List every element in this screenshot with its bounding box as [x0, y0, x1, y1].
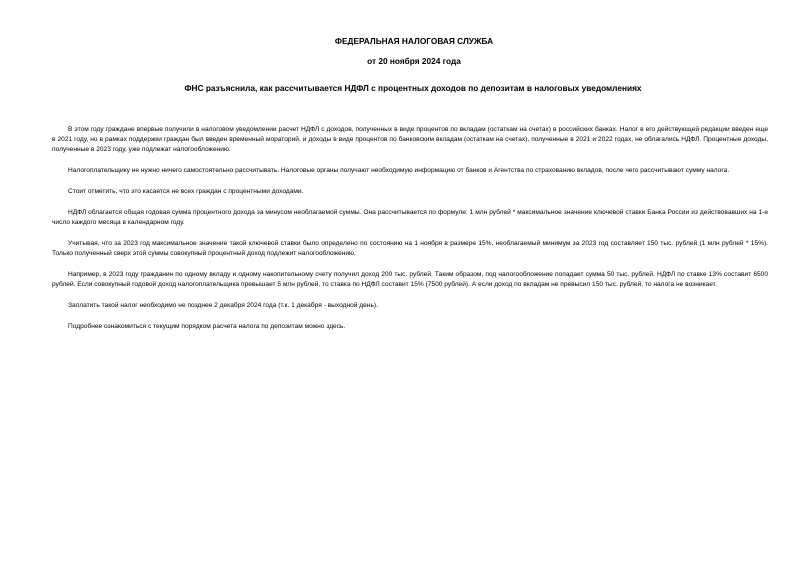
document-headline: ФНС разъяснила, как рассчитывается НДФЛ с процентных доходов по депозитам в налоговых уведомлениях [184, 83, 642, 93]
document-page [52, 36, 768, 343]
paragraph-8: Подробнее ознакомиться с текущим порядком расчета налога по депозитам можно здесь. [68, 323, 346, 330]
paragraph-1: В этом году граждане впервые получили в налоговом уведомлении расчет НДФЛ с доходов, полученных в виде процентов по вкладам (остаткам на счетах) в российских банках. Налог в его действующей редакции введен еще в 2021 году, но в рамках поддержки граждан был введен временный мораторий, и доходы в виде процентов по банковским вкладам (остаткам на счетах), полученные в 2021 и 2022 годах, не облагались НДФЛ. Процентные доходы, полученные в 2023 году, уже подлежат налогообложению. [52, 126, 768, 153]
paragraph-2: Налогоплательщику не нужно ничего самостоятельно рассчитывать. Налоговые органы получают необходимую информацию от банков и Агентства по страхованию вкладов, после чего рассчитывают сумму налога. [68, 167, 730, 174]
paragraph-6: Например, в 2023 году гражданин по одному вкладу и одному накопительному счету получил доход 200 тыс. рублей. Таким образом, под налогообложение попадает сумма 50 тыс. рублей. НДФЛ по ставке 13% составит 6500 рублей. Если совокупный годовой доход налогоплательщика превышает 5 млн рублей, то ставка по НДФЛ составит 15% (7500 рублей). А если доход по вкладам не превысил 150 тыс. рублей, то налога не возникает. [52, 271, 768, 288]
agency-name: ФЕДЕРАЛЬНАЯ НАЛОГОВАЯ СЛУЖБА [334, 36, 494, 46]
paragraph-7: Заплатить такой налог необходимо не позднее 2 декабря 2024 года (т.к. 1 декабря - выходной день). [68, 302, 378, 309]
paragraph-4: НДФЛ облагается общая годовая сумма процентного дохода за минусом необлагаемой суммы. Она рассчитывается по формуле: 1 млн рублей * максимальное значение ключевой ставки Банка России из действовавших на 1-е число каждого месяца в календарном году. [52, 209, 768, 226]
paragraph-5: Учитывая, что за 2023 год максимальное значение такой ключевой ставки было определено по состоянию на 1 ноября в размере 15%, необлагаемый минимум за 2023 год составляет 150 тыс. рублей (1 млн рублей * 15%). Только полученный сверх этой суммы совокупный процентный доход подлежит налогообложению. [52, 240, 768, 257]
document-body [52, 125, 768, 332]
document-date: от 20 ноября 2024 года [367, 56, 461, 66]
paragraph-3: Стоит отметить, что это касается не всех граждан с процентными доходами. [68, 188, 304, 195]
